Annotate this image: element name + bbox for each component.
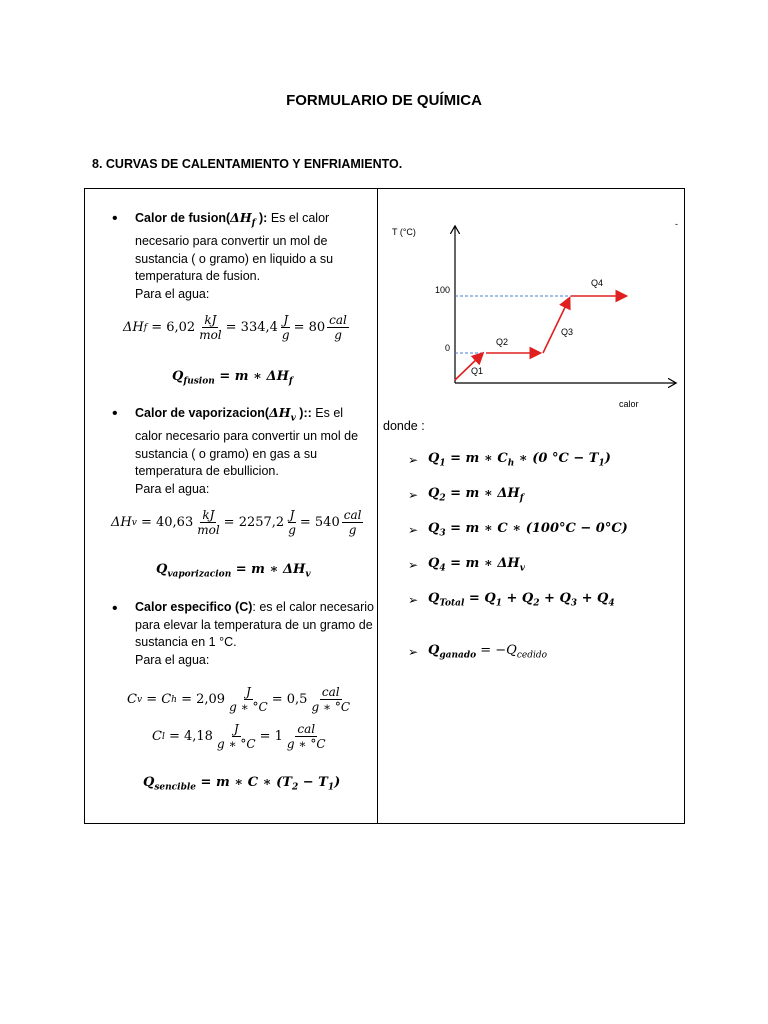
bullet-icon: • — [112, 210, 118, 227]
label-q1: Q1 — [471, 366, 484, 376]
segment-q3 — [543, 299, 569, 353]
bullet-icon: • — [112, 600, 118, 617]
especifico-description — [135, 599, 375, 669]
q-fusion-formula: $Q_{fusion} = m$ ∗ $\Delta H_f$ — [172, 369, 293, 387]
q4-formula: $Q_4 = m$ ∗ $\Delta H_v$ — [428, 556, 525, 574]
q-sencible-formula: $Q_{sencible} = m$ ∗ C ∗ $(T_2 - T_1)$ — [143, 775, 341, 793]
label-q3: Q3 — [561, 327, 574, 337]
especifico-text: : es el calor necesario para elevar la temperatura de un gramo de sustancia en 1 °C. — [135, 600, 374, 649]
q2-formula: $Q_2 = m$ ∗ $\Delta H_f$ — [428, 486, 524, 504]
especifico-agua: Para el agua: — [135, 652, 210, 667]
label-q2: Q2 — [496, 337, 509, 347]
label-q4: Q4 — [591, 278, 604, 288]
vapor-symbol: $\Delta H_v$ — [269, 405, 296, 424]
column-divider — [377, 188, 378, 824]
especifico-label: Calor especifico (C) — [135, 600, 253, 614]
section-heading: 8. CURVAS DE CALENTAMIENTO Y ENFRIAMIENTO. — [92, 157, 403, 171]
fusion-close: ): — [255, 211, 268, 225]
cl-equation: C l = 4,18 $\frac{J}{g ∗ ^\circ C}$ = 1 $\frac{\text{cal}}{g ∗ ^\circ C}$ — [152, 722, 326, 751]
arrow-bullet-icon: ➢ — [408, 558, 419, 572]
vapor-description — [135, 404, 371, 498]
fusion-agua: Para el agua: — [135, 286, 210, 301]
vapor-equation: ΔH v = 40,63 $\frac{kJ}{\text{mol}}$ = 2257,2 $\frac{J}{g}$ = 540 $\frac{\text{cal}}{g}$ — [111, 508, 362, 537]
vapor-close: ):: — [295, 406, 312, 420]
q3-formula: $Q_3 = m$ ∗ C ∗ (100°C − 0°C) — [428, 521, 628, 539]
heating-curve-graph — [385, 215, 683, 415]
arrow-bullet-icon: ➢ — [408, 488, 419, 502]
fusion-label: Calor de fusion( — [135, 211, 231, 225]
bullet-icon: • — [112, 405, 118, 422]
tick-label-100: 100 — [435, 285, 451, 295]
arrow-bullet-icon: ➢ — [408, 645, 419, 659]
cv-equation: C v = C h = 2,09 $\frac{J}{g ∗ ^\circ C}$ = 0,5 $\frac{\text{cal}}{g ∗ ^\circ C}$ — [127, 685, 351, 714]
arrow-bullet-icon: ➢ — [408, 523, 419, 537]
q1-formula: $Q_1 = m$ ∗ $C_h$ ∗ (0 $^\circ C - T_1$) — [428, 451, 611, 469]
vapor-agua: Para el agua: — [135, 481, 210, 496]
fusion-text: Es el calor necesario para convertir un mol de sustancia ( o gramo) en liquido a su temperatura de fusion. — [135, 211, 334, 283]
fusion-description — [135, 209, 371, 303]
q-vaporizacion-formula: $Q_{vaporizacion} = m$ ∗ $\Delta H_v$ — [156, 562, 311, 580]
qganado-formula: $Q_{ganado} = -Q_{cedido}$ — [428, 643, 548, 661]
x-axis-label: calor — [619, 399, 639, 409]
vapor-label: Calor de vaporizacion( — [135, 406, 270, 420]
tick-label-0: 0 — [445, 343, 451, 353]
donde-label: donde : — [383, 419, 425, 433]
corner-marker: - — [675, 219, 678, 229]
fusion-symbol: $\Delta H_f$ — [230, 210, 256, 229]
arrow-bullet-icon: ➢ — [408, 453, 419, 467]
fusion-equation: ΔH f = 6,02 $\frac{kJ}{\text{mol}}$ = 334,4 $\frac{J}{g}$ = 80 $\frac{\text{cal}}{g}$ — [123, 313, 347, 342]
page-title: FORMULARIO DE QUÍMICA — [286, 92, 482, 109]
qtotal-formula: $Q_{Total} = Q_1 + Q_2 + Q_3 + Q_4$ — [428, 591, 615, 609]
y-axis-label: T (°C) — [392, 227, 416, 237]
vapor-text: Es el calor necesario para convertir un mol de sustancia ( o gramo) en gas a su temperatura de ebullicion. — [135, 406, 359, 478]
arrow-bullet-icon: ➢ — [408, 593, 419, 607]
